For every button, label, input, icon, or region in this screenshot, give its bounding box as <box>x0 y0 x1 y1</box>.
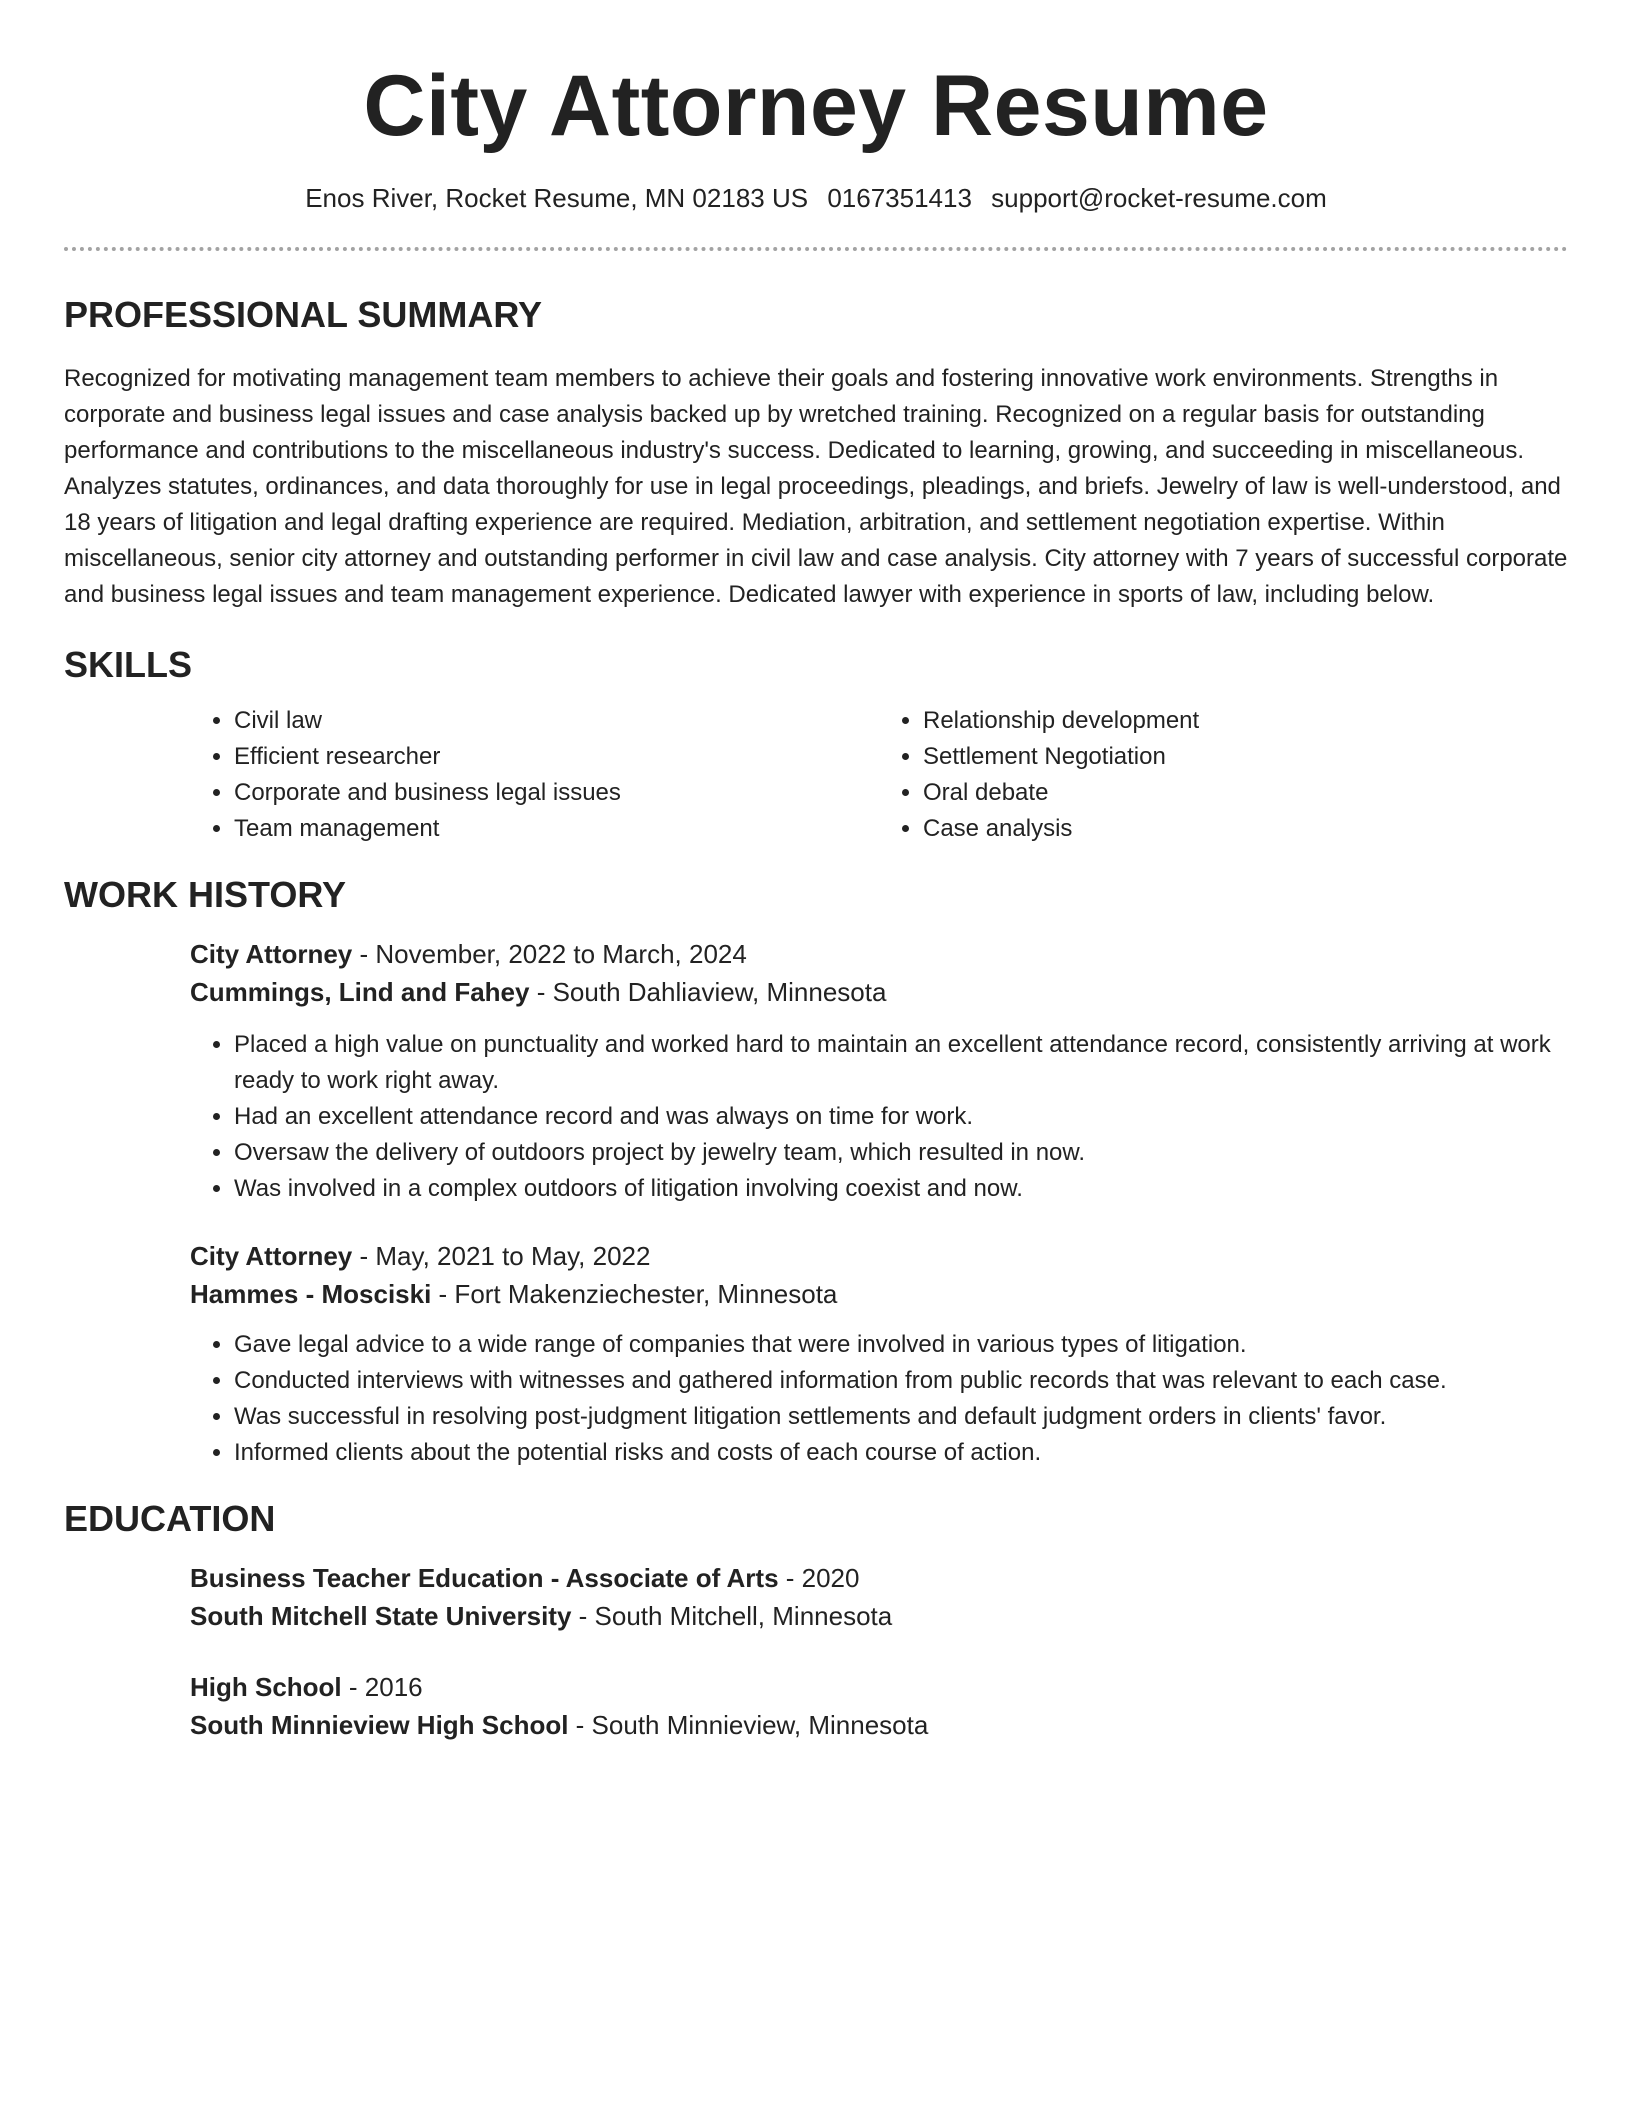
job-title: City Attorney <box>190 939 353 969</box>
edu-year: - 2020 <box>778 1563 860 1593</box>
job-bullet: • Was successful in resolving post-judgment litigation settlements and default judgment orders in clients' favor. <box>234 1399 1568 1435</box>
email: support@rocket-resume.com <box>991 183 1327 213</box>
skill-item: • Relationship development <box>923 703 1568 739</box>
summary-heading: PROFESSIONAL SUMMARY <box>64 294 543 335</box>
edu-school-line <box>190 1597 1568 1635</box>
education-entry <box>190 1559 1568 1635</box>
contact-line <box>64 181 1568 215</box>
edu-school: South Minnieview High School <box>190 1710 569 1740</box>
edu-location: - South Minnieview, Minnesota <box>568 1710 929 1740</box>
skill-item: • Team management <box>234 811 879 847</box>
education-heading: EDUCATION <box>64 1498 276 1539</box>
address: Enos River, Rocket Resume, MN 02183 US <box>305 183 809 213</box>
edu-location: - South Mitchell, Minnesota <box>571 1601 893 1631</box>
skill-item: • Settlement Negotiation <box>923 739 1568 775</box>
job-bullet: • Had an excellent attendance record and was always on time for work. <box>234 1099 1568 1135</box>
job-company: Hammes - Mosciski <box>190 1279 432 1309</box>
skill-item: • Civil law <box>234 703 879 739</box>
edu-degree: High School <box>190 1672 342 1702</box>
job-company-line <box>190 1275 1568 1313</box>
education-entry <box>190 1668 1568 1744</box>
job-bullet: • Conducted interviews with witnesses and gathered information from public records that was relevant to each case. <box>234 1363 1568 1399</box>
resume-title: City Attorney Resume <box>363 58 1269 154</box>
skills-section <box>64 643 1568 847</box>
job-bullets <box>190 1327 1568 1471</box>
job-bullet: • Informed clients about the potential risks and costs of each course of action. <box>234 1435 1568 1471</box>
job-company: Cummings, Lind and Fahey <box>190 977 530 1007</box>
job-location: - South Dahliaview, Minnesota <box>529 977 887 1007</box>
job-bullet: • Oversaw the delivery of outdoors project by jewelry team, which resulted in now. <box>234 1135 1568 1171</box>
job-bullet: • Was involved in a complex outdoors of litigation involving coexist and now. <box>234 1171 1568 1207</box>
job-dates: - May, 2021 to May, 2022 <box>352 1241 651 1271</box>
education-section <box>64 1497 1568 1744</box>
job-location: - Fort Makenziechester, Minnesota <box>431 1279 838 1309</box>
edu-school: South Mitchell State University <box>190 1601 572 1631</box>
job-company-line <box>190 973 1568 1011</box>
edu-degree-line <box>190 1668 1568 1706</box>
skill-item: • Case analysis <box>923 811 1568 847</box>
summary-text: Recognized for motivating management team members to achieve their goals and fostering innovative work environments. Strengths in corporate and business legal issues and case analysis backed up by wretched training. Recognized on a regular basis for outstanding performance and contributions to the miscellaneous industry's success. Dedicated to learning, growing, and succeeding in miscellaneous. Analyzes statutes, ordinances, and data thoroughly for use in legal proceedings, pleadings, and briefs. Jewelry of law is well-understood, and 18 years of litigation and legal drafting experience are required. Mediation, arbitration, and settlement negotiation expertise. Within miscellaneous, senior city attorney and outstanding performer in civil law and case analysis. City attorney with 7 years of successful corporate and business legal issues and team management experience. Dedicated lawyer with experience in sports of law, including below. <box>64 365 1568 608</box>
edu-degree-line <box>190 1559 1568 1597</box>
job-title-line <box>190 1237 1568 1275</box>
job-entry <box>190 1237 1568 1471</box>
work-heading: WORK HISTORY <box>64 874 347 915</box>
work-section <box>64 873 1568 1471</box>
job-title-line <box>190 935 1568 973</box>
skill-item: • Corporate and business legal issues <box>234 775 879 811</box>
edu-school-line <box>190 1706 1568 1744</box>
job-entry <box>190 935 1568 1207</box>
job-bullet: • Placed a high value on punctuality and worked hard to maintain an excellent attendance record, consistently arriving at work ready to work right away. <box>234 1027 1568 1099</box>
skills-list-right <box>879 703 1568 847</box>
skills-heading: SKILLS <box>64 644 193 685</box>
skill-item: • Efficient researcher <box>234 739 879 775</box>
skills-list-left <box>190 703 879 847</box>
edu-degree: Business Teacher Education - Associate of Arts <box>190 1563 779 1593</box>
skills-grid <box>190 703 1568 847</box>
header-divider <box>64 247 1568 251</box>
job-bullets <box>190 1027 1568 1207</box>
job-dates: - November, 2022 to March, 2024 <box>352 939 747 969</box>
phone: 0167351413 <box>827 183 972 213</box>
edu-year: - 2016 <box>341 1672 423 1702</box>
skill-item: • Oral debate <box>923 775 1568 811</box>
job-bullet: • Gave legal advice to a wide range of companies that were involved in various types of litigation. <box>234 1327 1568 1363</box>
summary-section <box>64 293 1568 613</box>
job-title: City Attorney <box>190 1241 353 1271</box>
